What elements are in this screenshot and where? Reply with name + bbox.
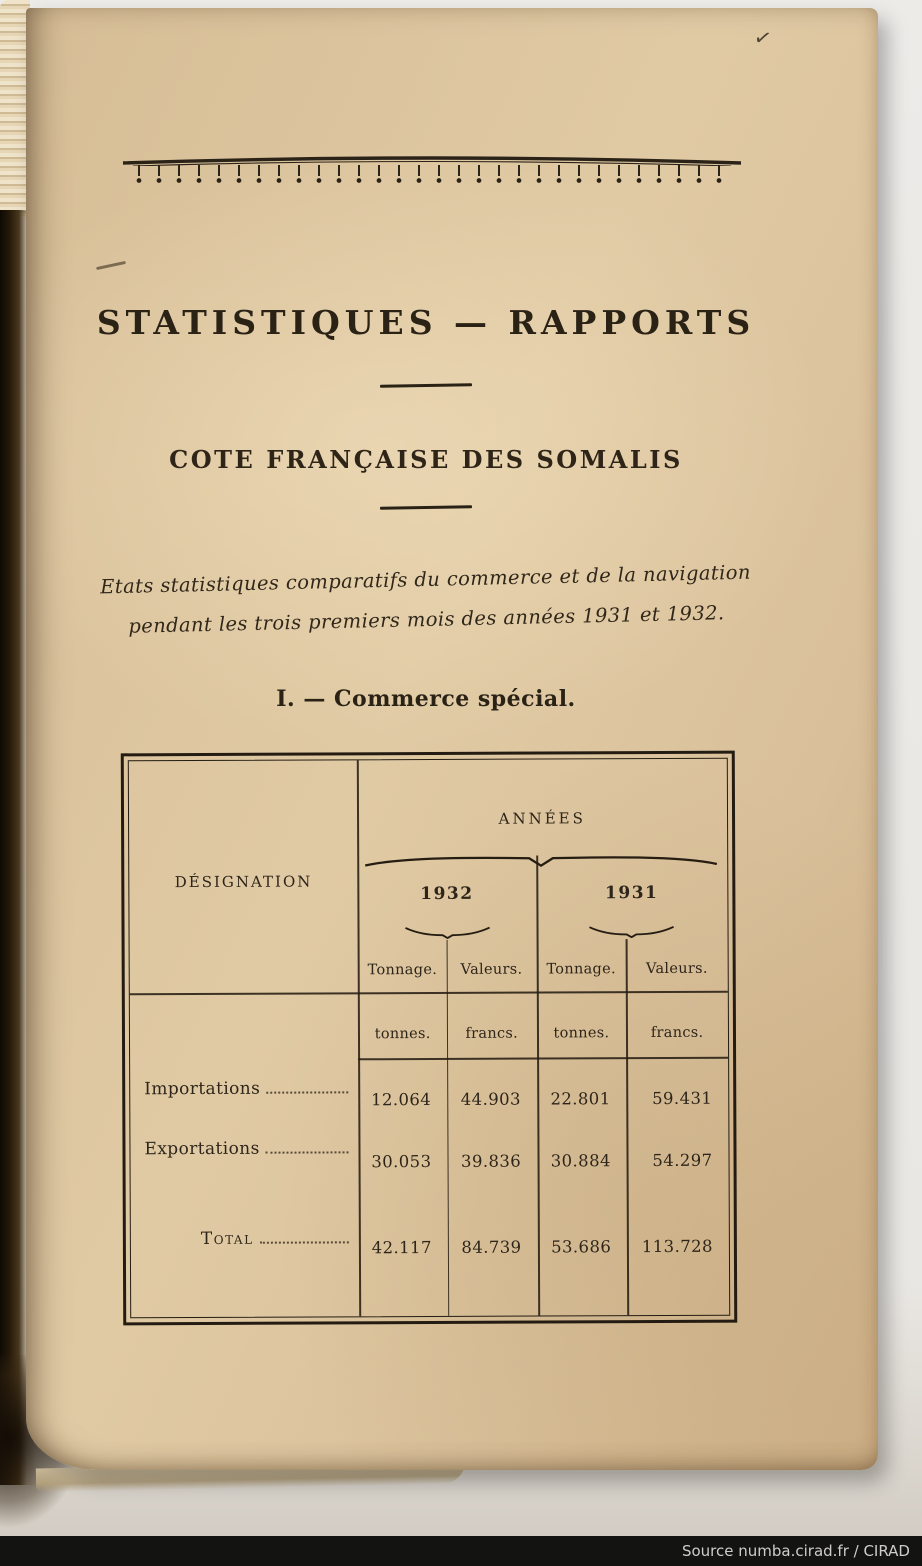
- table-line: [626, 939, 629, 1315]
- page-title: STATISTIQUES — RAPPORTS: [96, 303, 756, 342]
- overbrace-icon: [364, 853, 720, 870]
- page-subtitle: COTE FRANÇAISE DES SOMALIS: [169, 444, 683, 474]
- column-header-tonnage-1931: Tonnage.: [546, 961, 616, 978]
- section-heading: I. — Commerce spécial.: [276, 685, 576, 712]
- subtitle-divider-rule: [380, 505, 472, 509]
- dotted-leader: [260, 1241, 350, 1243]
- row-label-total: Total: [200, 1228, 254, 1249]
- table-inner-frame: [128, 758, 730, 1319]
- source-credit-bar: [0, 1536, 922, 1566]
- table-value: 53.686: [551, 1237, 612, 1257]
- table-value: 59.431: [652, 1088, 713, 1109]
- table-row-label: [131, 1228, 360, 1249]
- underbrace-icon: [588, 925, 676, 938]
- dotted-leader: [266, 1151, 349, 1153]
- year-column-1931: 1931: [604, 882, 659, 904]
- column-header-valeurs-1932: Valeurs.: [460, 961, 523, 978]
- table-value: 54.297: [652, 1150, 713, 1171]
- title-divider-rule: [380, 383, 472, 387]
- row-label-importations: Importations: [144, 1078, 261, 1100]
- column-header-valeurs-1931: Valeurs.: [645, 960, 708, 978]
- table-value: 30.053: [371, 1151, 432, 1172]
- table-value: 113.728: [641, 1236, 713, 1257]
- underbrace-icon: [403, 926, 491, 939]
- table-value: 30.884: [550, 1151, 611, 1171]
- column-header-tonnage-1932: Tonnage.: [367, 961, 438, 979]
- designation-column-header: DÉSIGNATION: [174, 872, 313, 892]
- table-value: 84.739: [461, 1237, 522, 1257]
- table-line: [359, 1057, 729, 1060]
- unit-label: tonnes.: [374, 1025, 431, 1043]
- table-value: 42.117: [371, 1237, 432, 1258]
- unit-label: francs.: [650, 1024, 704, 1042]
- intro-paragraph: [95, 553, 757, 648]
- unit-label: tonnes.: [553, 1025, 610, 1042]
- table-value: 12.064: [371, 1089, 432, 1110]
- commerce-special-table: [121, 751, 737, 1326]
- table-row-label: [130, 1078, 359, 1099]
- table-line: [447, 940, 450, 1316]
- intro-line-1: Etats statistiques comparatifs du commerce et de la navigation: [99, 560, 752, 599]
- source-credit-text: Source numba.cirad.fr / CIRAD: [681, 1542, 910, 1560]
- table-value: 39.836: [460, 1151, 522, 1171]
- intro-line-2: pendant les trois premiers mois des années 1931 et 1932.: [128, 601, 725, 638]
- table-value: 22.801: [550, 1089, 611, 1109]
- page-text-block: [96, 8, 756, 712]
- ink-check-mark: ✓: [751, 24, 774, 52]
- table-line: [130, 991, 728, 995]
- table-value: 44.903: [460, 1089, 521, 1109]
- dotted-leader: [266, 1091, 348, 1093]
- year-column-1932: 1932: [420, 883, 474, 905]
- document-page: [26, 8, 878, 1470]
- row-label-exportations: Exportations: [144, 1138, 260, 1160]
- unit-label: francs.: [465, 1025, 519, 1042]
- table-row-label: [130, 1138, 359, 1159]
- years-group-header: ANNÉES: [498, 809, 586, 828]
